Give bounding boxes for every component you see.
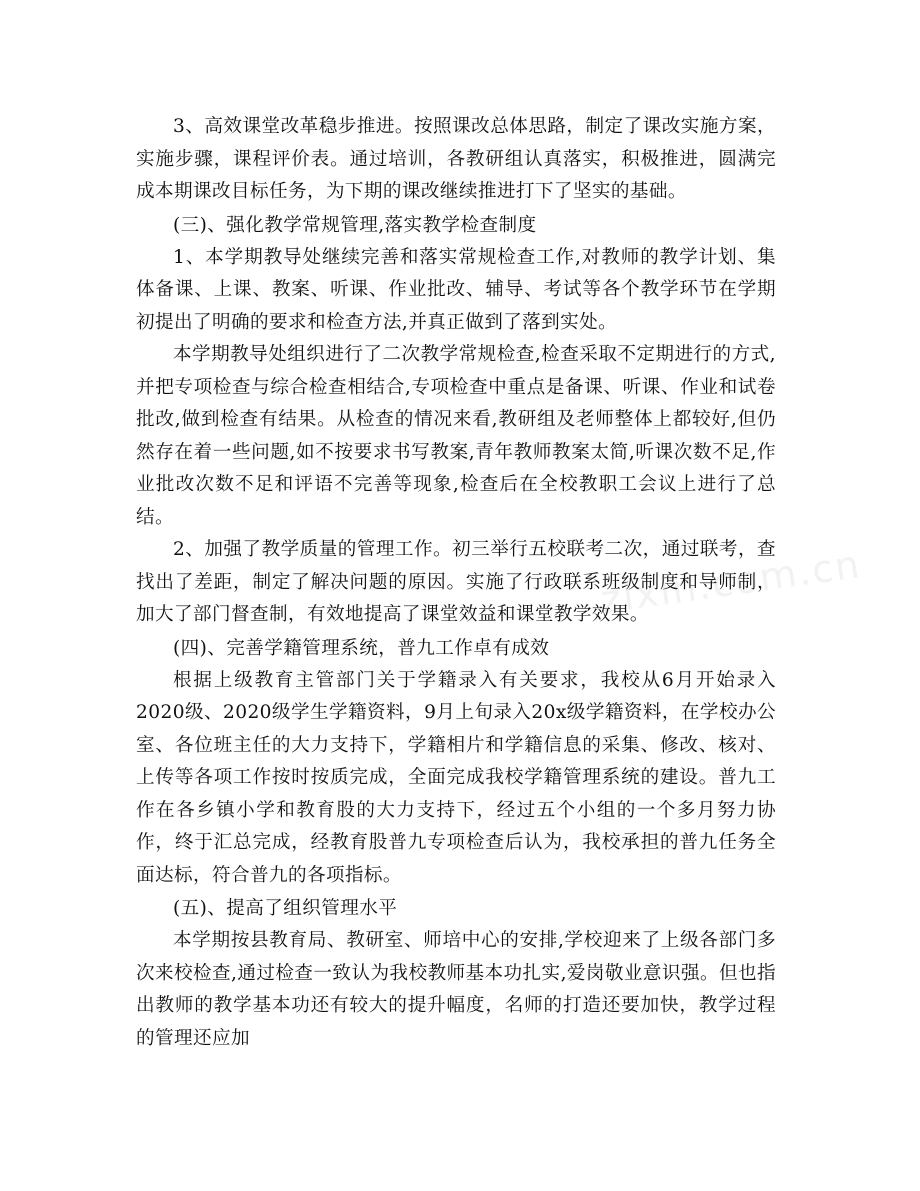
section-heading-organization: (五)、提高了组织管理水平 (173, 898, 398, 919)
paragraph-classroom-reform: 3、高效课堂改革稳步推进。按照课改总体思路，制定了课改实施方案，实施步骤，课程评价表。通过培训，各教研组认真落实，积极推进，圆满完成本期课改目标任务，为下期的课改继续推进打下了坚实的基础。 (136, 116, 776, 202)
section-heading-teaching-routine: (三)、强化教学常规管理,落实教学检查制度 (173, 214, 537, 236)
section-heading-student-records: (四)、完善学籍管理系统，普九工作卓有成效 (173, 637, 550, 659)
paragraph-quality-management: 2、加强了教学质量的管理工作。初三举行五校联考二次，通过联考，查找出了差距，制定了解决问题的原因。实施了行政联系班级制度和导师制，加大了部门督查制，有效地提高了课堂效益和课堂教学效果。 (136, 539, 776, 625)
watermark: zixin.com.cn (598, 541, 864, 623)
paragraph-routine-inspection: 1、本学期教导处继续完善和落实常规检查工作,对教师的教学计划、集体备课、上课、教案、听课、作业批改、辅导、考试等各个教学环节在学期初提出了明确的要求和检查方法,并真正做到了落到实处。 (136, 246, 776, 333)
paragraph-student-records: 根据上级教育主管部门关于学籍录入有关要求，我校从6月开始录入2020级、2020级学生学籍资料，9月上旬录入20x级学籍资料，在学校办公室、各位班主任的大力支持下，学籍相片和学籍信息的采集、修改、核对、上传等各项工作按时按质完成，全面完成我校学籍管理系统的建设。普九工作在各乡镇小学和教育股的大力支持下，经过五个小组的一个多月努力协作，终于汇总完成，经教育股普九专项检查后认为，我校承担的普九任务全面达标，符合普九的各项指标。 (136, 669, 776, 886)
paragraph-inspection-results: 本学期教导处组织进行了二次教学常规检查,检查采取不定期进行的方式,并把专项检查与综合检查相结合,专项检查中重点是备课、听课、作业和试卷批改,做到检查有结果。从检查的情况来看,教研组及老师整体上都较好,但仍然存在着一些问题,如不按要求书写教案,青年教师教案太简,听课次数不足,作业批改次数不足和评语不完善等现象,检查后在全校教职工会议上进行了总结。 (136, 344, 776, 528)
paragraph-organization: 本学期按县教育局、教研室、师培中心的安排,学校迎来了上级各部门多次来校检查,通过检查一致认为我校教师基本功扎实,爱岗敬业意识强。但也指出教师的教学基本功还有较大的提升幅度，名师的打造还要加快，教学过程的管理还应加 (136, 930, 776, 1049)
